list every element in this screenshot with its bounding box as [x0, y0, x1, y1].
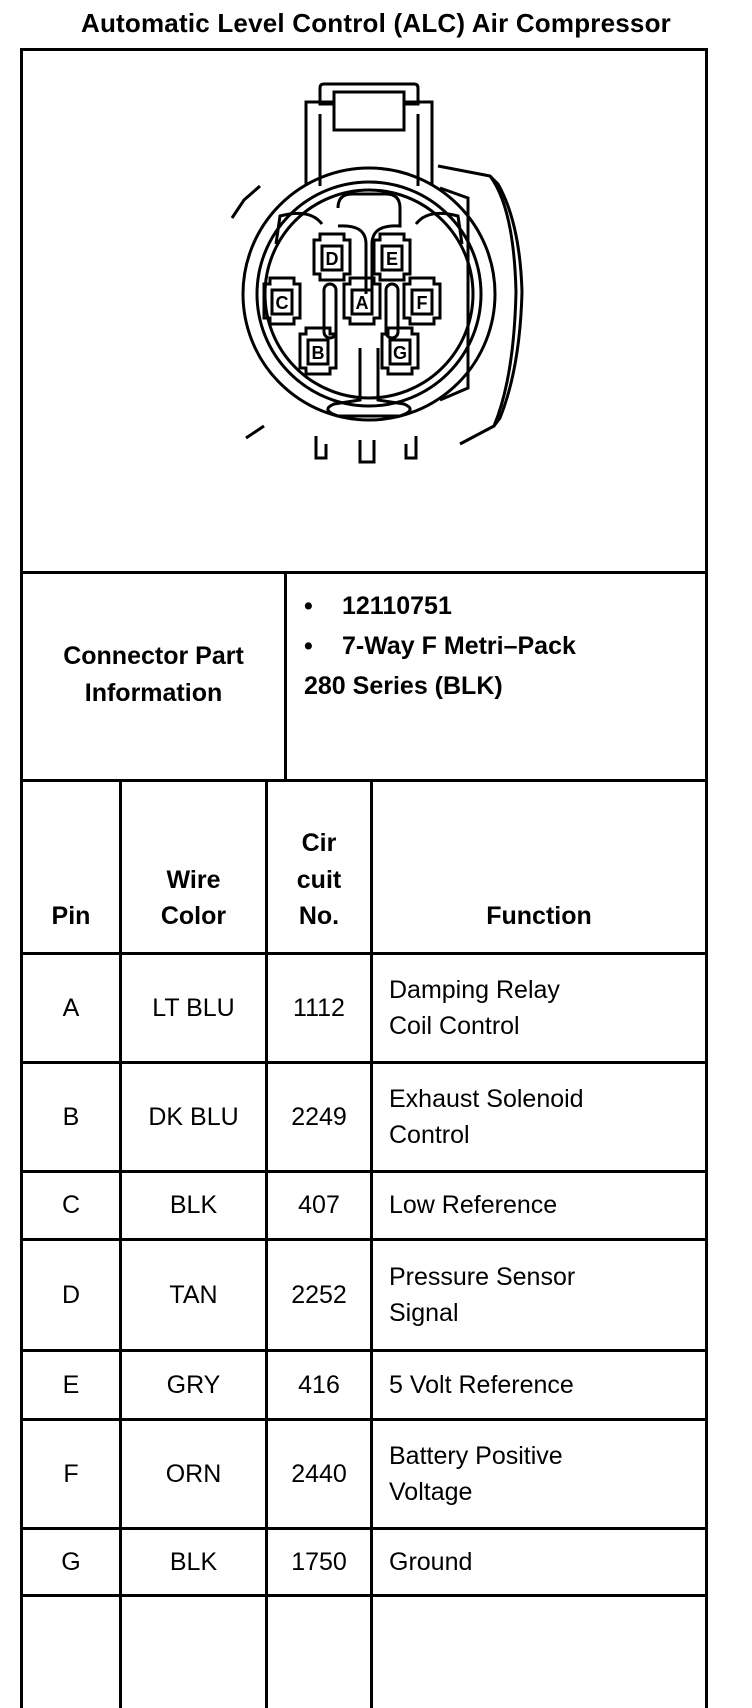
- pin-label-c: C: [275, 293, 289, 313]
- row-circuit: 416: [298, 1370, 340, 1399]
- connector-face-diagram: [20, 48, 708, 568]
- row-pin: E: [62, 1370, 80, 1399]
- part-number: 12110751: [342, 592, 452, 620]
- row-pin: C: [61, 1191, 81, 1220]
- connector-description: 7-Way F Metri–Pack: [342, 632, 576, 660]
- row-circuit: 2249: [291, 1102, 347, 1131]
- pin-label-d: D: [325, 249, 339, 269]
- pin-label-g: G: [392, 343, 408, 363]
- row-pin: G: [61, 1547, 81, 1576]
- row-function: Battery Positive Voltage: [389, 1441, 563, 1506]
- row-function: Exhaust Solenoid Control: [389, 1084, 584, 1149]
- row-pin: A: [62, 993, 80, 1022]
- pin-label-f: F: [416, 293, 428, 313]
- header-wire-color: Wire Color: [160, 865, 227, 930]
- header-pin: Pin: [51, 901, 91, 930]
- pin-label-b: B: [311, 343, 325, 363]
- connector-info-values: • 12110751 • 7-Way F Metri–Pack 280 Series (BLK): [304, 586, 576, 706]
- connector-document: [20, 48, 708, 1708]
- connector-info-label-line1: Connector Part: [63, 641, 244, 670]
- row-function: Low Reference: [389, 1191, 558, 1220]
- row-circuit: 407: [298, 1191, 340, 1220]
- row-wire-color: DK BLU: [148, 1102, 239, 1131]
- connector-info-label-line2: Information: [84, 679, 223, 707]
- row-function: 5 Volt Reference: [389, 1370, 574, 1399]
- header-function: Function: [486, 901, 592, 930]
- pin-label-a: A: [355, 293, 369, 313]
- header-circuit-no: Cir cuit No.: [296, 829, 342, 930]
- page-title: Automatic Level Control (ALC) Air Compressor: [80, 8, 671, 38]
- row-function: Ground: [389, 1547, 473, 1576]
- pin-label-e: E: [385, 249, 399, 269]
- row-pin: D: [61, 1280, 81, 1309]
- row-wire-color: GRY: [166, 1370, 221, 1399]
- row-circuit: 2252: [291, 1280, 347, 1309]
- row-wire-color: BLK: [169, 1547, 218, 1576]
- connector-info-label: [23, 574, 284, 776]
- bottom-border: [20, 1594, 708, 1597]
- row-pin: F: [63, 1459, 79, 1488]
- row-wire-color: TAN: [169, 1280, 218, 1309]
- row-function: Damping Relay Coil Control: [389, 975, 560, 1040]
- row-function: Pressure Sensor Signal: [389, 1262, 576, 1327]
- row-wire-color: BLK: [169, 1191, 218, 1220]
- row-circuit: 1112: [293, 993, 345, 1022]
- connector-series: 280 Series (BLK): [304, 672, 503, 700]
- row-circuit: 2440: [291, 1459, 347, 1488]
- row-wire-color: LT BLU: [152, 993, 235, 1022]
- divider: [284, 571, 287, 779]
- row-pin: B: [62, 1102, 80, 1131]
- row-circuit: 1750: [291, 1547, 347, 1576]
- row-wire-color: ORN: [165, 1459, 222, 1488]
